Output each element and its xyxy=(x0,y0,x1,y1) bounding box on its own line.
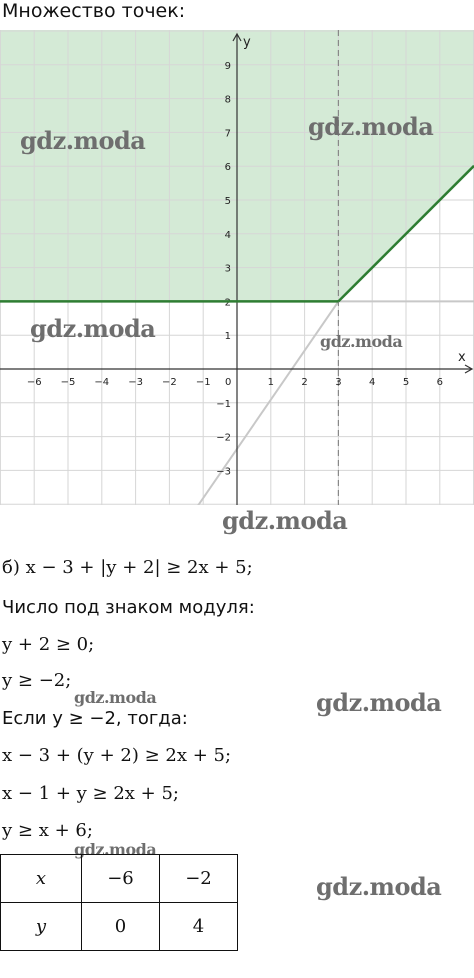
x-tick-label: 6 xyxy=(436,377,443,388)
x-tick-label: 0 xyxy=(225,377,232,388)
text-line: x − 1 + y ≥ 2x + 5; xyxy=(2,783,179,804)
y-tick-label: 7 xyxy=(224,128,231,140)
y-tick-label: −2 xyxy=(216,432,231,444)
x-tick-label: −2 xyxy=(162,377,177,388)
text-line: y + 2 ≥ 0; xyxy=(2,634,95,655)
y-axis-label: y xyxy=(243,35,251,50)
watermark: gdz.moda xyxy=(20,126,146,155)
coordinate-graph xyxy=(0,30,474,505)
table-cell: −2 xyxy=(160,855,238,903)
x-tick-label: 2 xyxy=(301,377,308,388)
y-tick-label: 2 xyxy=(224,297,231,309)
text-line: x − 3 + (y + 2) ≥ 2x + 5; xyxy=(2,745,232,766)
x-tick-label: −4 xyxy=(94,377,110,388)
watermark: gdz.moda xyxy=(74,840,157,859)
y-tick-label: −1 xyxy=(216,398,231,410)
x-tick-label: 5 xyxy=(402,377,410,388)
watermark: gdz.moda xyxy=(316,688,442,717)
values-table xyxy=(0,854,238,951)
x-tick-label: −1 xyxy=(195,377,211,388)
watermark: gdz.moda xyxy=(30,314,156,343)
table-cell: −6 xyxy=(82,855,160,903)
watermark: gdz.moda xyxy=(320,332,403,351)
watermark: gdz.moda xyxy=(308,112,434,141)
y-tick-label: 6 xyxy=(224,162,231,174)
x-tick-label: −6 xyxy=(26,377,42,388)
table-cell: 0 xyxy=(82,903,160,951)
y-tick-label: 3 xyxy=(224,263,231,275)
x-axis-label: x xyxy=(458,350,466,365)
table-head-x: x xyxy=(1,855,82,903)
x-tick-label: 4 xyxy=(369,377,376,388)
y-tick-label: 8 xyxy=(224,94,231,106)
x-tick-label: 1 xyxy=(267,377,274,388)
table-row xyxy=(1,855,238,903)
watermark: gdz.moda xyxy=(74,688,157,707)
heading: Множество точек: xyxy=(2,0,186,22)
watermark: gdz.moda xyxy=(222,506,348,535)
y-tick-label: 9 xyxy=(224,60,231,72)
y-tick-label: −3 xyxy=(216,466,231,478)
text-line: Если y ≥ −2, тогда: xyxy=(2,708,188,729)
y-tick-label: 4 xyxy=(224,229,231,241)
y-tick-label: 5 xyxy=(224,196,231,207)
x-tick-label: 3 xyxy=(335,377,342,388)
x-tick-label: −3 xyxy=(128,377,143,388)
text-line: б) x − 3 + |y + 2| ≥ 2x + 5; xyxy=(2,557,253,578)
table-row xyxy=(1,903,238,951)
table-cell: 4 xyxy=(160,903,238,951)
x-tick-label: −5 xyxy=(60,377,76,388)
text-line: y ≥ −2; xyxy=(2,670,72,691)
table-head-y: y xyxy=(1,903,82,951)
y-tick-label: 1 xyxy=(224,331,231,343)
watermark: gdz.moda xyxy=(316,872,442,901)
text-line: Число под знаком модуля: xyxy=(2,597,255,618)
text-line: y ≥ x + 6; xyxy=(2,820,93,841)
